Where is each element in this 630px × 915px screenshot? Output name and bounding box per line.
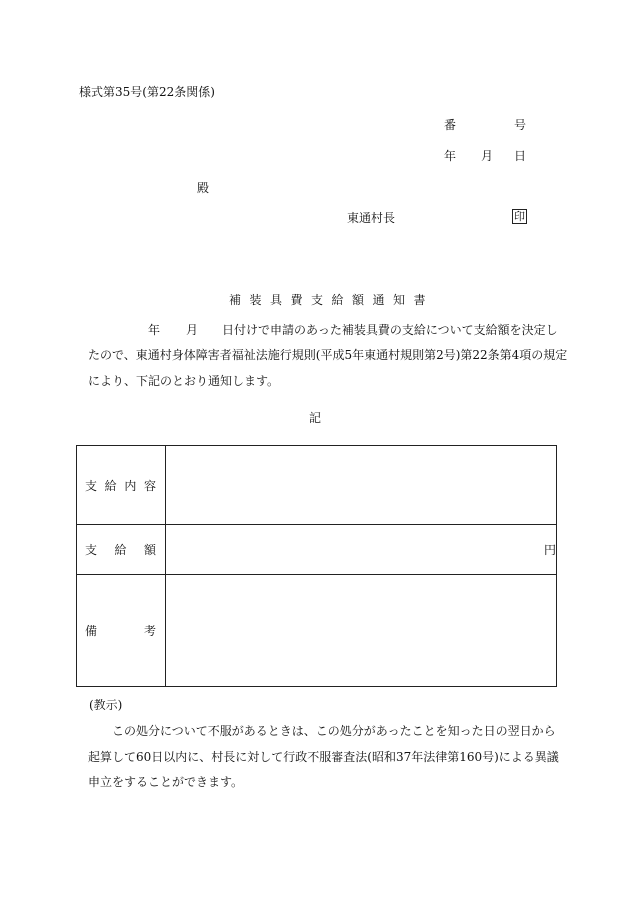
date-day: 日 [514,149,527,163]
notice-line-3: 申立をすることができます。 [88,775,244,789]
table-row-payment-content [77,446,557,525]
body-year: 年 [148,323,161,337]
table-row-remarks [77,575,557,687]
notice-line-1: この処分について不服があるときは、この処分があったことを知った日の翌日から [112,724,556,738]
payment-amount-label: 支 給 額 [77,525,166,575]
notice-heading: (教示) [89,698,123,712]
ki-heading: 記 [309,411,322,425]
addressee-suffix: 殿 [197,181,210,195]
body-line-3: により、下記のとおり通知します。 [88,374,280,388]
document-title: 補装具費支給額通知書 [229,293,435,307]
body-line-2: たので、東通村身体障害者福祉法施行規則(平成5年東通村規則第2号)第22条第4項の規定 [88,348,568,362]
table-row-payment-amount [77,525,557,575]
payment-amount-value [166,525,557,575]
form-number-label: 様式第35号(第22条関係) [79,85,215,99]
date-year: 年 [444,149,457,163]
document-number-go: 号 [514,118,527,132]
notice-line-2: 起算して60日以内に、村長に対して行政不服審査法(昭和37年法律第160号)による異議 [88,750,559,764]
body-month: 月 [186,323,199,337]
document-number-ban: 番 [444,118,457,132]
body-line-1-text: 日付けで申請のあった補装具費の支給について支給額を決定し [222,323,558,337]
seal-mark: 印 [514,210,525,223]
yen-unit: 円 [543,543,556,557]
issuer-name: 東通村長 [347,211,396,225]
date-month: 月 [481,149,494,163]
payment-content-label: 支 給 内 容 [77,446,166,525]
remarks-value [166,575,557,687]
payment-content-value [166,446,557,525]
remarks-label: 備 考 [77,575,166,687]
details-table [76,445,557,687]
body-line-1 [148,324,558,336]
